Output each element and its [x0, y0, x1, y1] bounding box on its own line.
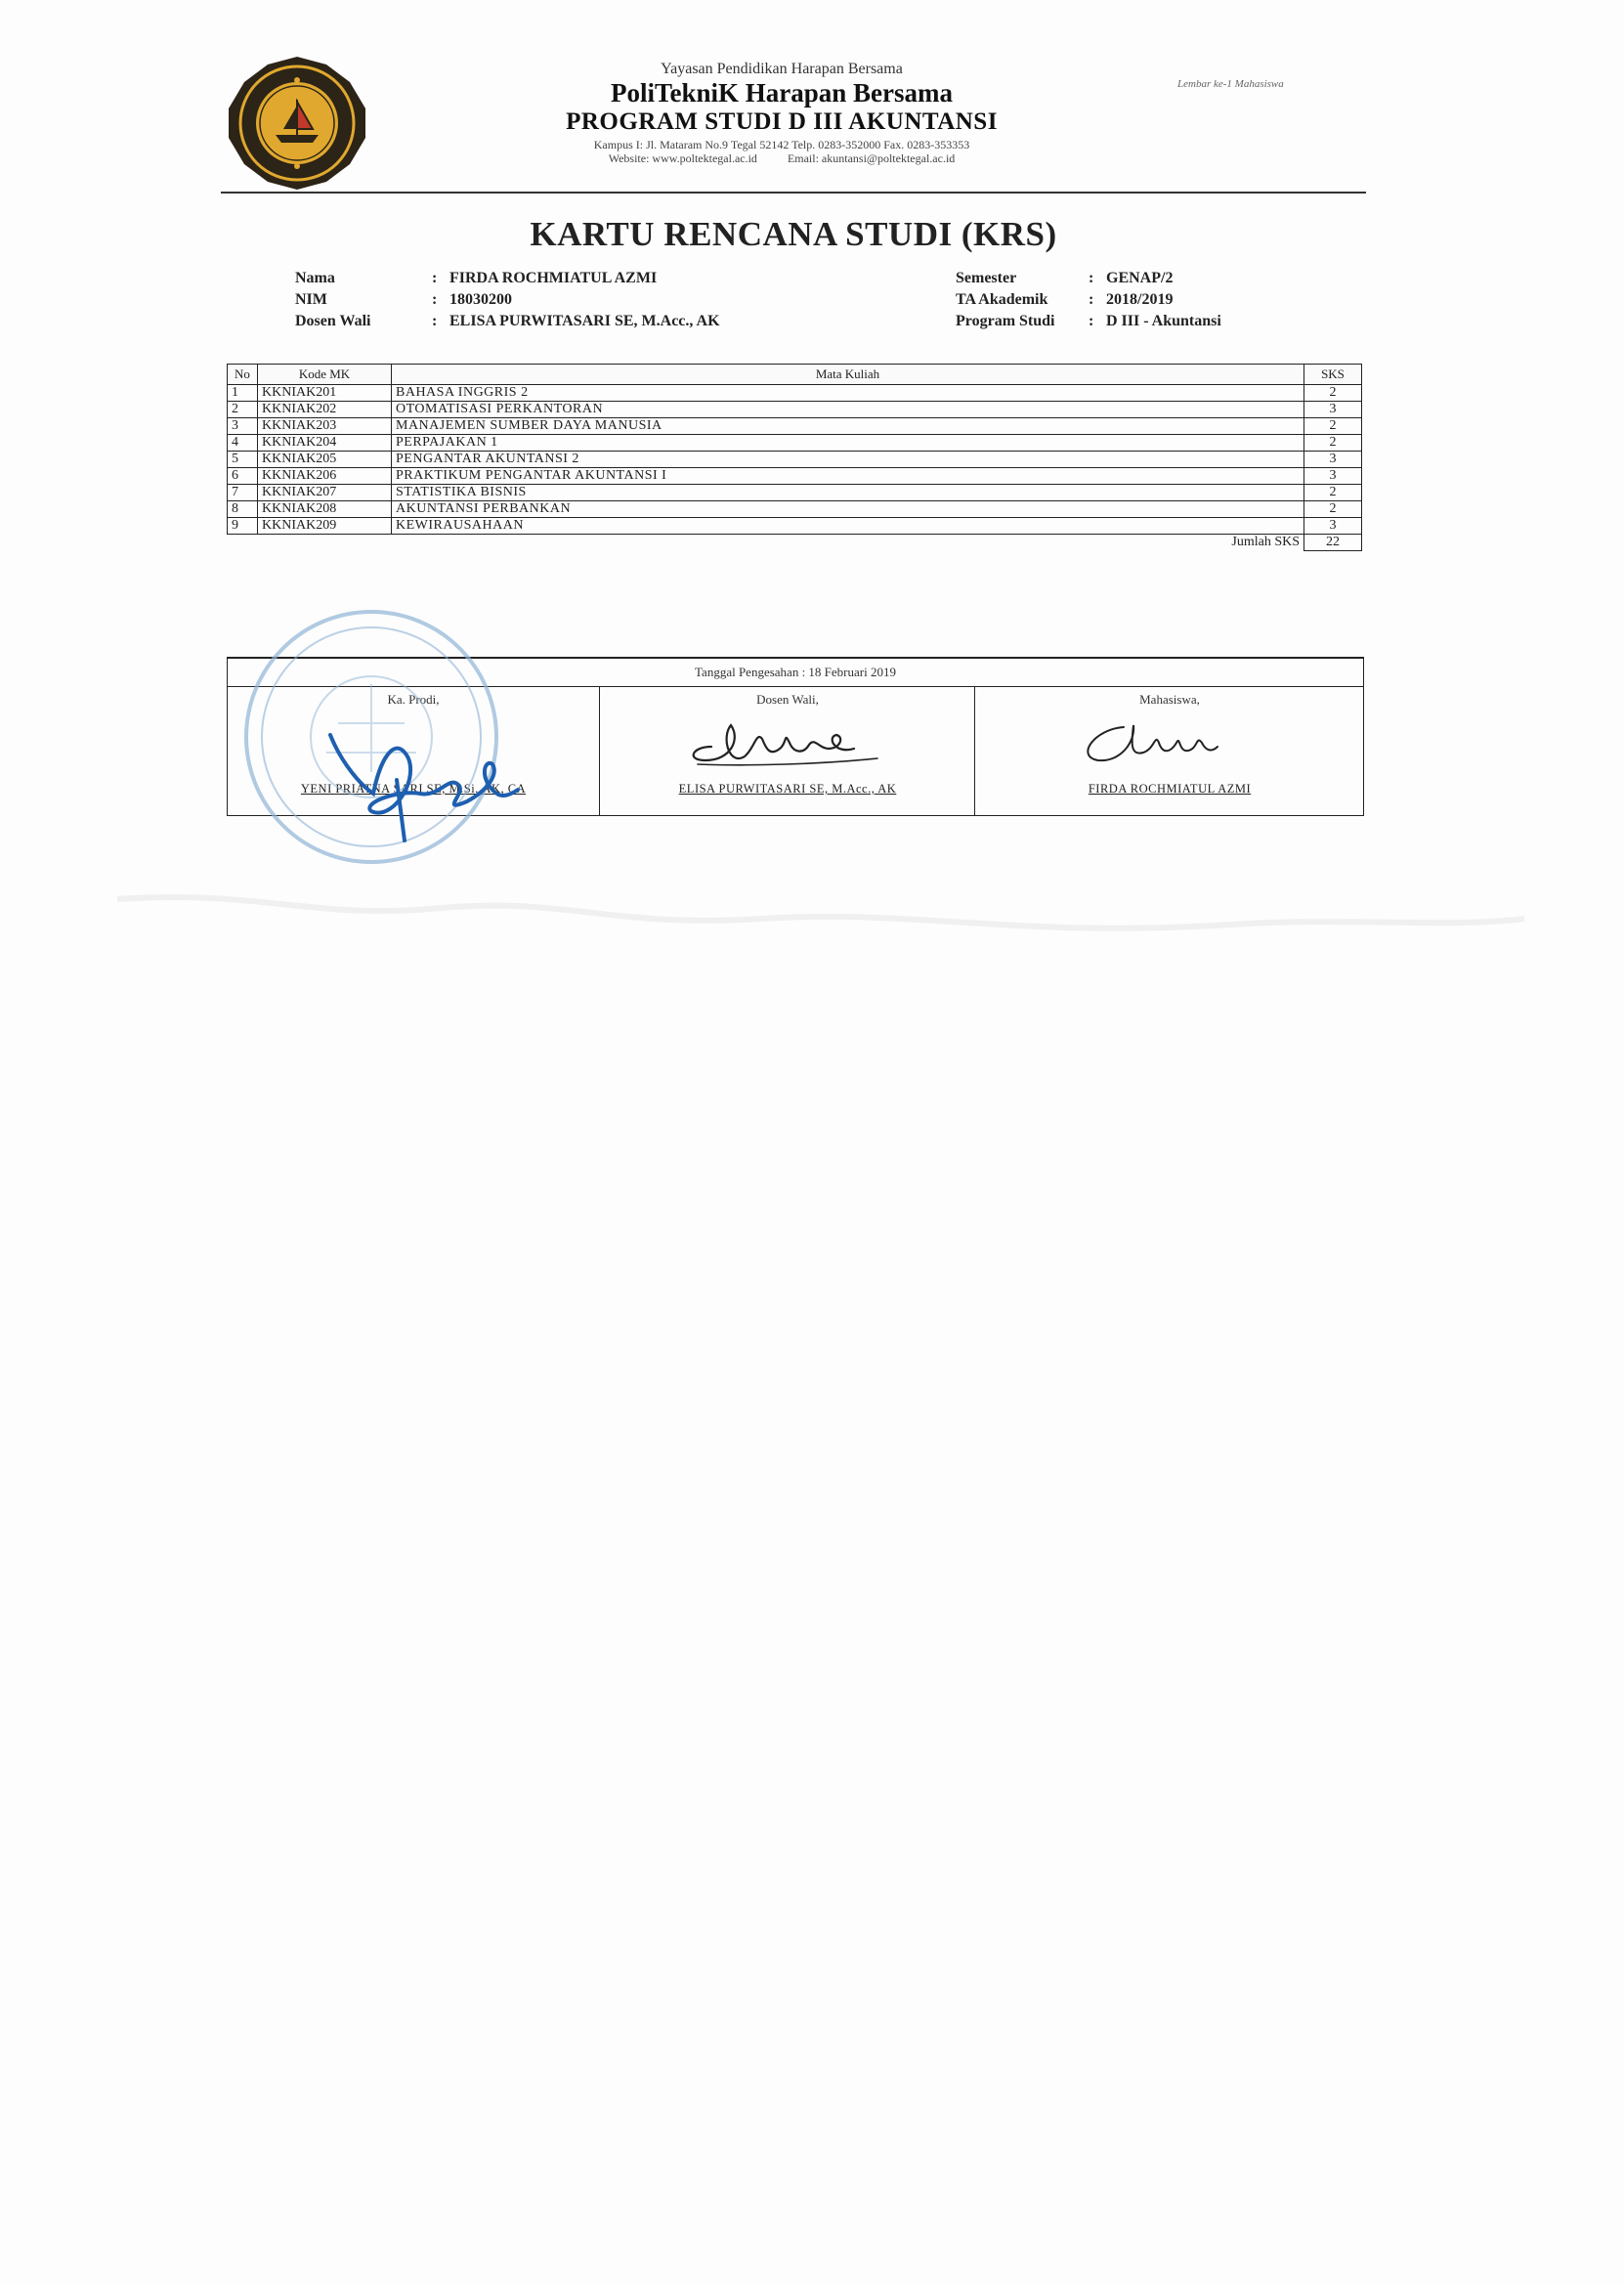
table-row: [228, 485, 1362, 501]
col-header-sks: SKS: [1304, 365, 1362, 385]
cell-sks: 2: [1304, 385, 1362, 402]
semester-label: Semester: [956, 270, 1017, 286]
table-row: [228, 468, 1362, 485]
cell-mk: STATISTIKA BISNIS: [392, 485, 1304, 501]
cell-sks: 2: [1304, 501, 1362, 518]
cell-mk: BAHASA INGGRIS 2: [392, 385, 1304, 402]
cell-mk: KEWIRAUSAHAAN: [392, 518, 1304, 535]
header-divider: [221, 192, 1366, 194]
cell-sks: 2: [1304, 485, 1362, 501]
total-row: [228, 535, 1362, 551]
cell-kode: KKNIAK209: [258, 518, 392, 535]
nim-label: NIM: [295, 291, 327, 308]
cell-kode: KKNIAK207: [258, 485, 392, 501]
letterhead: [430, 61, 1133, 166]
contact-line: [430, 152, 1133, 166]
academic-year-label: TA Akademik: [956, 291, 1048, 308]
institution-logo-icon: [219, 55, 375, 192]
address: Kampus I: Jl. Mataram No.9 Tegal 52142 Telp. 0283-352000 Fax. 0283-353353: [593, 138, 970, 152]
advisor-role: Dosen Wali,: [756, 692, 819, 707]
email: Email: akuntansi@poltektegal.ac.id: [787, 151, 956, 165]
student-name: FIRDA ROCHMIATUL AZMI: [1088, 782, 1252, 796]
col-header-kode: Kode MK: [258, 365, 392, 385]
cell-no: 1: [228, 385, 258, 402]
cell-kode: KKNIAK204: [258, 435, 392, 452]
cell-mk: MANAJEMEN SUMBER DAYA MANUSIA: [392, 418, 1304, 435]
cell-kode: KKNIAK203: [258, 418, 392, 435]
nim-value: 18030200: [449, 291, 512, 308]
student-signature-icon: [1065, 713, 1231, 772]
table-row: [228, 501, 1362, 518]
semester-value: GENAP/2: [1106, 270, 1174, 286]
approval-date: Tanggal Pengesahan : 18 Februari 2019: [228, 659, 1363, 687]
cell-mk: PERPAJAKAN 1: [392, 435, 1304, 452]
kaprodi-name: YENI PRIATNA SARI SE, M.Si.,AK, CA: [300, 782, 527, 796]
cell-kode: KKNIAK208: [258, 501, 392, 518]
advisor-name: ELISA PURWITASARI SE, M.Acc., AK: [678, 782, 897, 796]
cell-no: 2: [228, 402, 258, 418]
course-table: [227, 364, 1362, 551]
academic-year-value: 2018/2019: [1106, 291, 1174, 308]
cell-no: 7: [228, 485, 258, 501]
cell-mk: PENGANTAR AKUNTANSI 2: [392, 452, 1304, 468]
program-name: PROGRAM STUDI D III AKUNTANSI: [566, 108, 998, 136]
table-row: [228, 418, 1362, 435]
scan-smudge-icon: [59, 860, 1573, 977]
table-row: [228, 402, 1362, 418]
table-row: [228, 452, 1362, 468]
cell-kode: KKNIAK205: [258, 452, 392, 468]
advisor-signature-icon: [672, 710, 897, 778]
cell-mk: OTOMATISASI PERKANTORAN: [392, 402, 1304, 418]
cell-sks: 3: [1304, 402, 1362, 418]
cell-sks: 3: [1304, 518, 1362, 535]
name-label: Nama: [295, 270, 335, 286]
foundation-name: Yayasan Pendidikan Harapan Bersama: [661, 61, 903, 77]
cell-no: 8: [228, 501, 258, 518]
program-value: D III - Akuntansi: [1106, 313, 1221, 329]
cell-sks: 2: [1304, 418, 1362, 435]
table-header-row: [228, 365, 1362, 385]
cell-kode: KKNIAK202: [258, 402, 392, 418]
cell-no: 5: [228, 452, 258, 468]
cell-no: 3: [228, 418, 258, 435]
student-info-left: Nama : FIRDA ROCHMIATUL AZMI NIM : 18030200 Dosen Wali : ELISA PURWITASARI SE, M.Acc., AK: [295, 270, 720, 329]
school-name: PoliTekniK Harapan Bersama: [610, 78, 954, 108]
kaprodi-role: Ka. Prodi,: [387, 692, 440, 707]
student-role: Mahasiswa,: [1139, 692, 1200, 707]
kaprodi-signature-icon: [303, 696, 547, 842]
website: Website: www.poltektegal.ac.id: [608, 151, 757, 165]
document-title: KARTU RENCANA STUDI (KRS): [530, 215, 1057, 253]
cell-no: 6: [228, 468, 258, 485]
cell-mk: PRAKTIKUM PENGANTAR AKUNTANSI I: [392, 468, 1304, 485]
cell-no: 4: [228, 435, 258, 452]
program-label: Program Studi: [956, 313, 1055, 329]
name-value: FIRDA ROCHMIATUL AZMI: [449, 270, 658, 286]
advisor-label: Dosen Wali: [295, 313, 371, 329]
cell-sks: 3: [1304, 468, 1362, 485]
col-header-mk: Mata Kuliah: [392, 365, 1304, 385]
table-row: [228, 385, 1362, 402]
total-label: Jumlah SKS: [392, 535, 1304, 551]
table-row: [228, 435, 1362, 452]
cell-sks: 2: [1304, 435, 1362, 452]
cell-kode: KKNIAK206: [258, 468, 392, 485]
total-value: 22: [1304, 535, 1362, 551]
cell-sks: 3: [1304, 452, 1362, 468]
student-info-right: Semester : GENAP/2 TA Akademik : 2018/2019 Program Studi : D III - Akuntansi: [956, 270, 1221, 329]
cell-mk: AKUNTANSI PERBANKAN: [392, 501, 1304, 518]
col-header-no: No: [228, 365, 258, 385]
table-row: [228, 518, 1362, 535]
cell-kode: KKNIAK201: [258, 385, 392, 402]
cell-no: 9: [228, 518, 258, 535]
copy-note: Lembar ke-1 Mahasiswa: [1177, 78, 1284, 90]
advisor-value: ELISA PURWITASARI SE, M.Acc., AK: [449, 313, 720, 329]
